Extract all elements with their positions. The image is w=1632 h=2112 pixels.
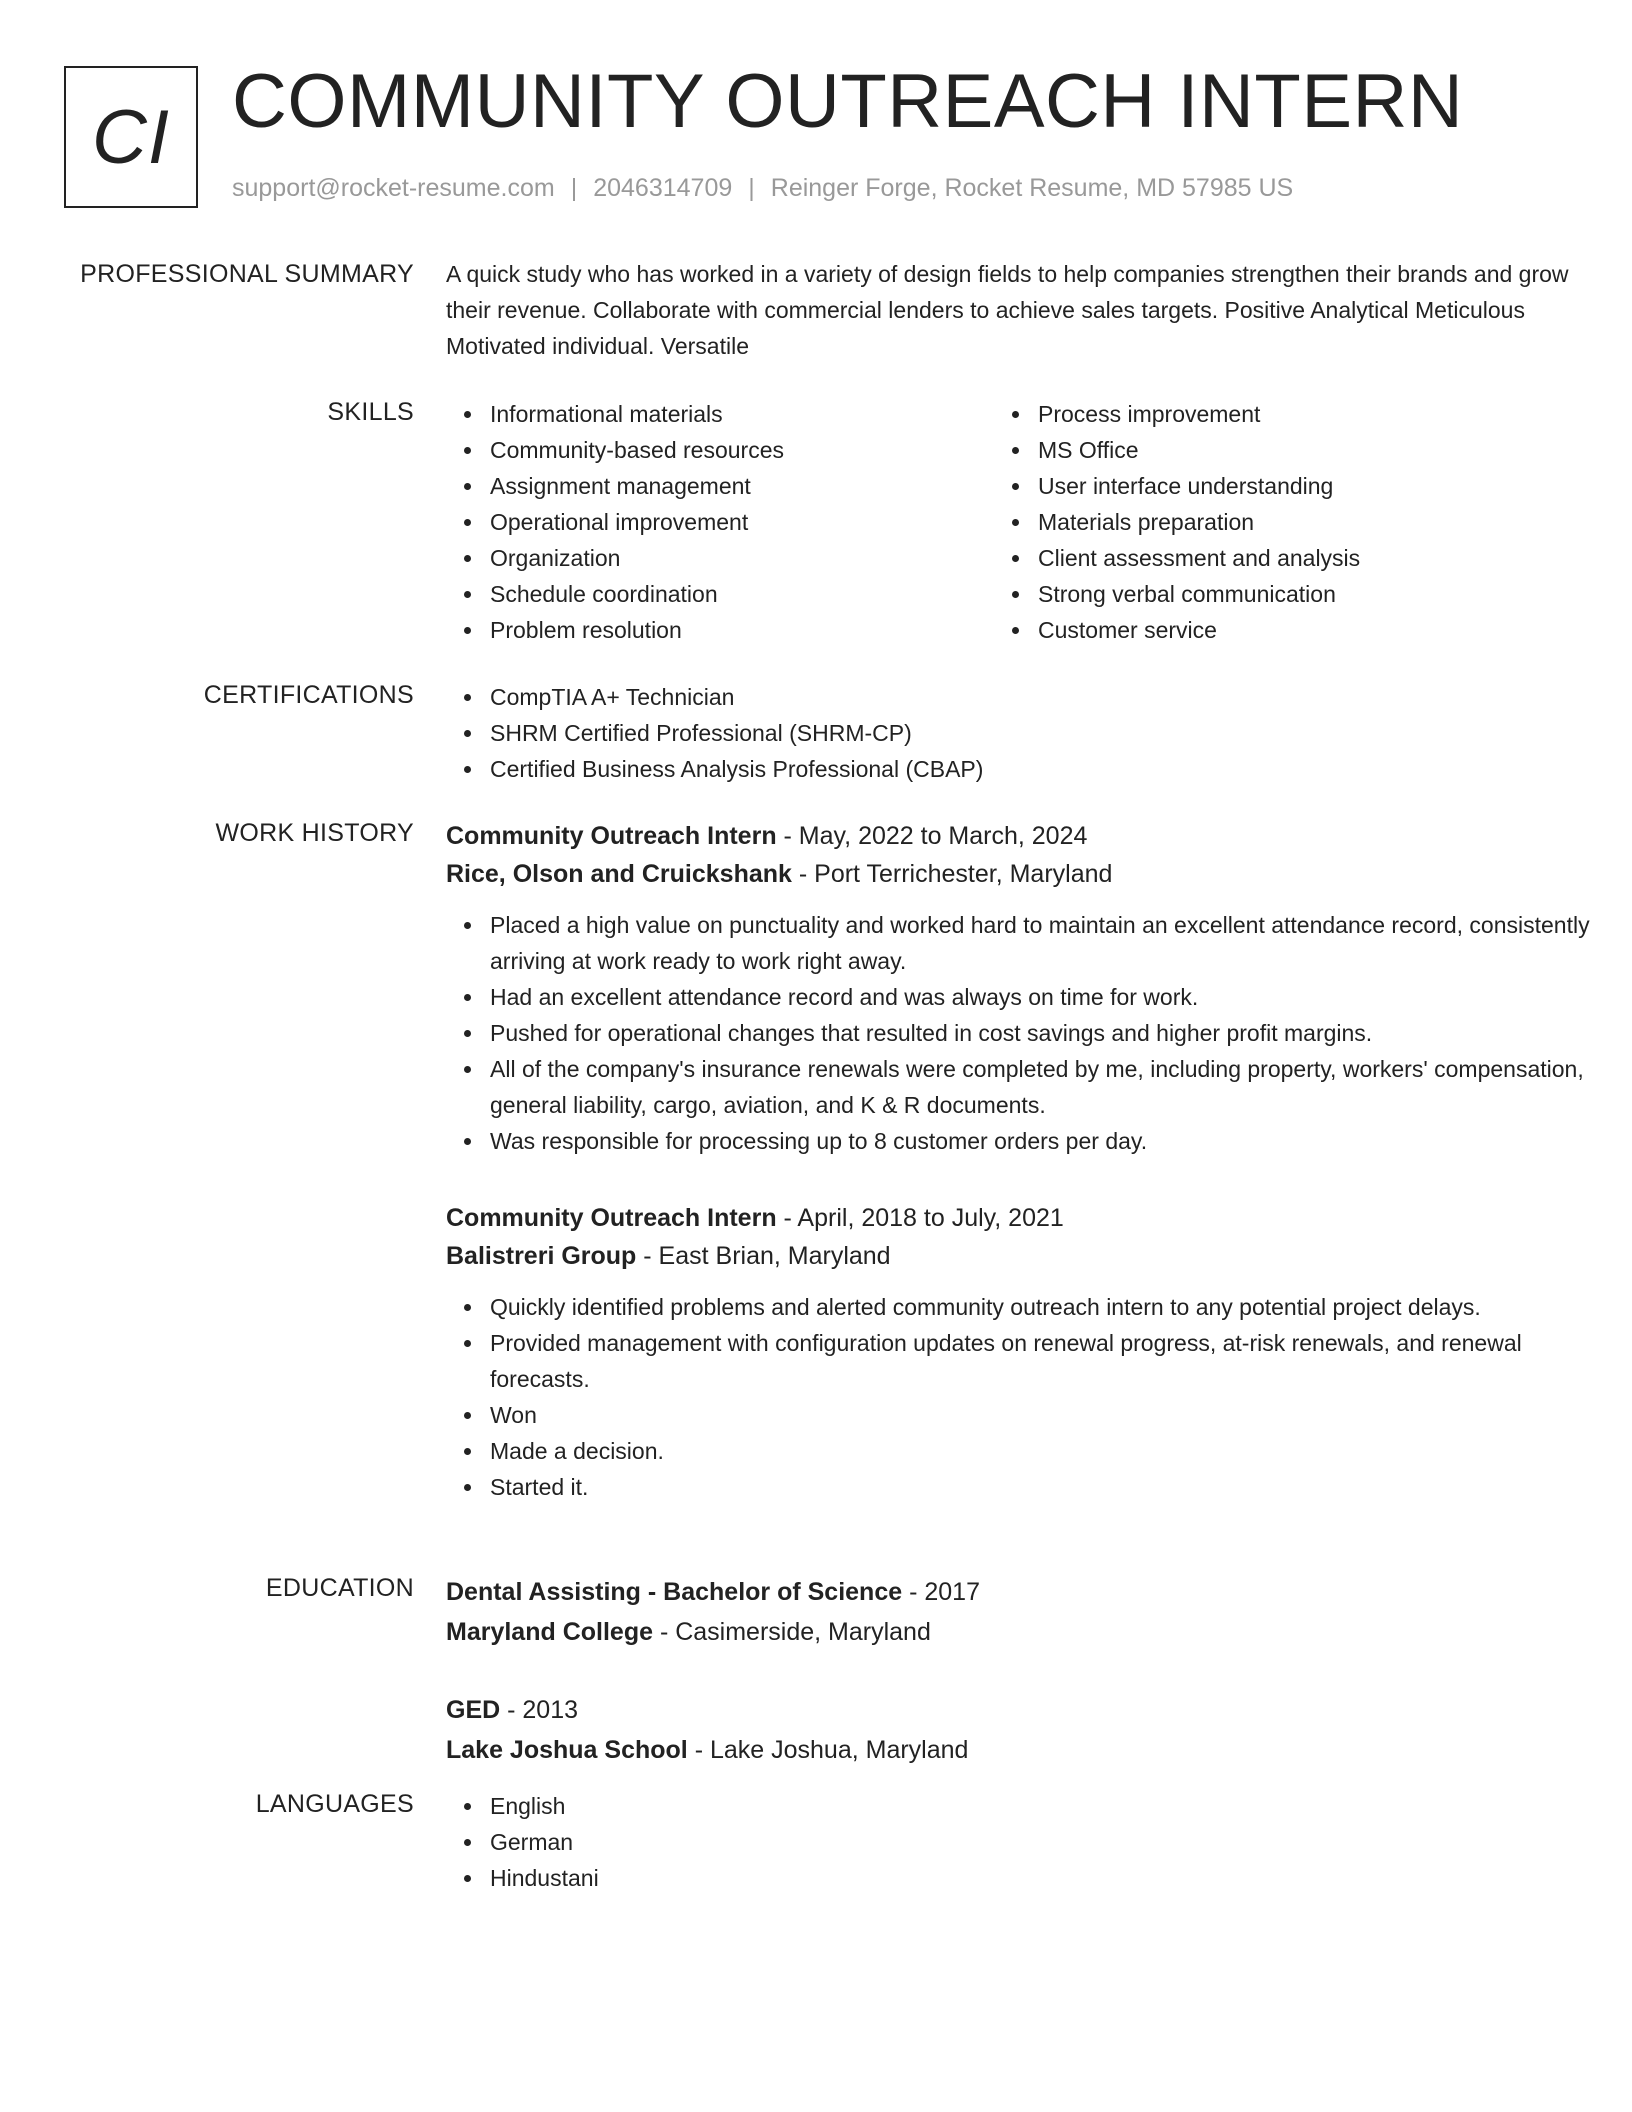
candidate-name: COMMUNITY OUTREACH INTERN	[232, 59, 1464, 144]
section-title: EDUCATION	[265, 1574, 414, 1602]
education-degree-line	[446, 1572, 1616, 1612]
job-company: Rice, Olson and Cruickshank	[446, 860, 792, 888]
list-item: Client assessment and analysis	[994, 540, 1542, 576]
certifications-body	[446, 679, 1616, 787]
education-entry	[446, 1572, 1616, 1652]
list-item: Customer service	[994, 612, 1542, 648]
resume-header	[64, 59, 1568, 216]
list-item: Materials preparation	[994, 504, 1542, 540]
education-school-line	[446, 1730, 1616, 1770]
section-title: CERTIFICATIONS	[203, 681, 414, 709]
job-bullets	[446, 1289, 1616, 1505]
job-role: Community Outreach Intern	[446, 822, 777, 850]
job-company-line	[446, 855, 1616, 893]
list-item: SHRM Certified Professional (SHRM-CP)	[446, 715, 1616, 751]
job-entry	[446, 1199, 1616, 1505]
monogram-text: CI	[92, 94, 170, 180]
job-location: - East Brian, Maryland	[636, 1242, 891, 1270]
job-company: Balistreri Group	[446, 1242, 637, 1270]
contact-line	[232, 174, 1293, 203]
education-entry	[446, 1690, 1616, 1770]
list-item: All of the company's insurance renewals were completed by me, including property, workers' compensation, general liability, cargo, aviation, and K & R documents.	[446, 1051, 1616, 1123]
list-item: Hindustani	[446, 1860, 1616, 1896]
education-degree: GED	[446, 1696, 501, 1724]
section-title: PROFESSIONAL SUMMARY	[80, 260, 414, 288]
languages-list	[446, 1788, 1616, 1896]
list-item: Process improvement	[994, 396, 1542, 432]
contact-separator: |	[748, 174, 755, 202]
education-year: - 2017	[902, 1578, 980, 1606]
list-item: Schedule coordination	[446, 576, 994, 612]
list-item: Placed a high value on punctuality and worked hard to maintain an excellent attendance record, consistently arriving at work ready to work right away.	[446, 907, 1616, 979]
contact-email: support@rocket-resume.com	[232, 174, 555, 202]
job-bullets	[446, 907, 1616, 1159]
job-role: Community Outreach Intern	[446, 1204, 777, 1232]
section-title: SKILLS	[327, 398, 414, 426]
section-title: WORK HISTORY	[215, 819, 414, 847]
education-school-line	[446, 1612, 1616, 1652]
list-item: User interface understanding	[994, 468, 1542, 504]
languages-body	[446, 1788, 1616, 1896]
skills-list-left	[446, 396, 994, 648]
list-item: Made a decision.	[446, 1433, 1616, 1469]
contact-address: Reinger Forge, Rocket Resume, MD 57985 US	[770, 174, 1294, 202]
summary-text: A quick study who has worked in a variety of design fields to help companies strengthen their brands and grow their revenue. Collaborate with commercial lenders to achieve sales targets. Positive Analytical Meticulous Motivated individual. Versatile	[446, 261, 1569, 359]
list-item: CompTIA A+ Technician	[446, 679, 1616, 715]
list-item: Was responsible for processing up to 8 customer orders per day.	[446, 1123, 1616, 1159]
certifications-list	[446, 679, 1616, 787]
list-item: Provided management with configuration updates on renewal progress, at-risk renewals, and renewal forecasts.	[446, 1325, 1616, 1397]
education-school: Lake Joshua School	[446, 1736, 688, 1764]
list-item: Problem resolution	[446, 612, 994, 648]
job-entry	[446, 817, 1616, 1159]
job-dates: - May, 2022 to March, 2024	[776, 822, 1088, 850]
list-item: Community-based resources	[446, 432, 994, 468]
list-item: MS Office	[994, 432, 1542, 468]
list-item: Won	[446, 1397, 1616, 1433]
list-item: Assignment management	[446, 468, 994, 504]
education-degree-line	[446, 1690, 1616, 1730]
education-location: - Lake Joshua, Maryland	[687, 1736, 969, 1764]
list-item: Certified Business Analysis Professional (CBAP)	[446, 751, 1616, 787]
list-item: Informational materials	[446, 396, 994, 432]
job-company-line	[446, 1237, 1616, 1275]
education-degree: Dental Assisting - Bachelor of Science	[446, 1578, 903, 1606]
education-body	[446, 1572, 1616, 1808]
list-item: Quickly identified problems and alerted community outreach intern to any potential project delays.	[446, 1289, 1616, 1325]
skills-list-right	[994, 396, 1542, 648]
monogram-badge	[64, 66, 198, 208]
work-history-body	[446, 817, 1616, 1545]
list-item: German	[446, 1824, 1616, 1860]
job-title-line	[446, 817, 1616, 855]
contact-separator: |	[570, 174, 578, 202]
job-title-line	[446, 1199, 1616, 1237]
education-location: - Casimerside, Maryland	[653, 1618, 931, 1646]
contact-phone: 2046314709	[593, 174, 733, 202]
list-item: English	[446, 1788, 1616, 1824]
list-item: Pushed for operational changes that resulted in cost savings and higher profit margins.	[446, 1015, 1616, 1051]
job-location: - Port Terrichester, Maryland	[791, 860, 1113, 888]
job-dates: - April, 2018 to July, 2021	[776, 1204, 1064, 1232]
list-item: Operational improvement	[446, 504, 994, 540]
section-title: LANGUAGES	[255, 1790, 414, 1818]
list-item: Organization	[446, 540, 994, 576]
education-school: Maryland College	[446, 1618, 653, 1646]
education-year: - 2013	[500, 1696, 579, 1724]
list-item: Had an excellent attendance record and was always on time for work.	[446, 979, 1616, 1015]
skills-body	[446, 396, 1616, 648]
list-item: Strong verbal communication	[994, 576, 1542, 612]
summary-body	[446, 258, 1616, 364]
list-item: Started it.	[446, 1469, 1616, 1505]
